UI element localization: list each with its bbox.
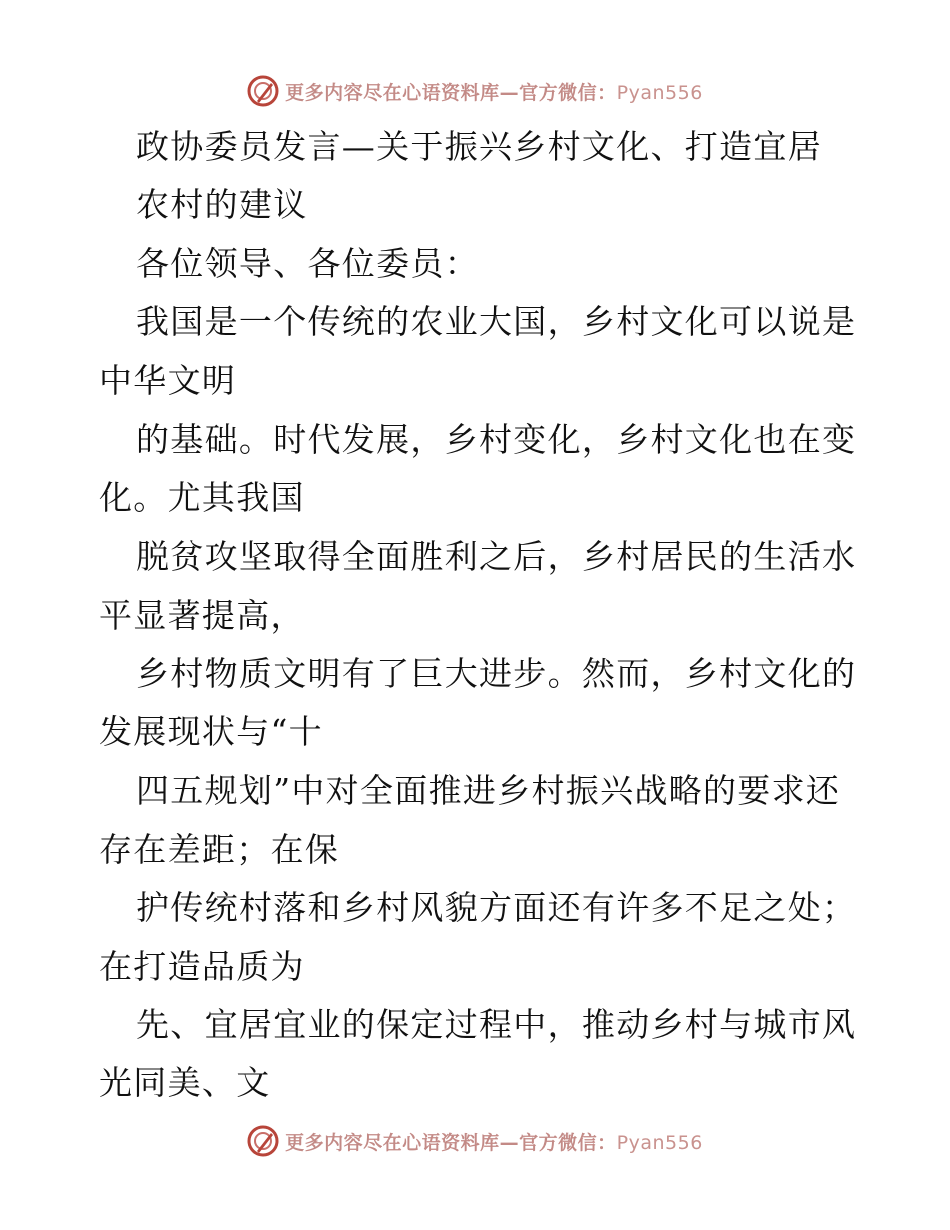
footer-watermark [0,1121,950,1161]
text-line: 化。尤其我国 [99,478,305,517]
text-line: 护传统村落和乡村风貌方面还有许多不足之处； [136,888,857,927]
text-line: 在打造品质为 [99,947,305,986]
text-line: 农村的建议 [136,185,308,224]
text-line: 我国是一个传统的农业大国，乡村文化可以说是 [136,302,857,341]
text-line: 四五规划”中对全面推进乡村振兴战略的要求还 [136,771,841,810]
text-line: 各位领导、各位委员： [136,244,479,283]
text-line: 光同美、文 [99,1063,271,1102]
text-line: 的基础。时代发展，乡村变化，乡村文化也在变 [136,420,857,459]
header-watermark-text: 更多内容尽在心语资料库—官方微信：Pyan556 [285,81,703,104]
text-line: 乡村物质文明有了巨大进步。然而，乡村文化的 [136,654,857,693]
text-line: 脱贫攻坚取得全面胜利之后，乡村居民的生活水 [136,537,857,576]
logo-icon [247,1125,279,1157]
text-line: 发展现状与“十 [99,712,323,751]
text-line: 先、宜居宜业的保定过程中，推动乡村与城市风 [136,1005,857,1044]
footer-watermark-text: 更多内容尽在心语资料库—官方微信：Pyan556 [285,1131,703,1154]
text-line: 平显著提高， [99,596,305,635]
text-line: 存在差距；在保 [99,830,340,869]
text-line: 政协委员发言—关于振兴乡村文化、打造宜居 [136,127,822,166]
text-line: 中华文明 [99,361,237,400]
